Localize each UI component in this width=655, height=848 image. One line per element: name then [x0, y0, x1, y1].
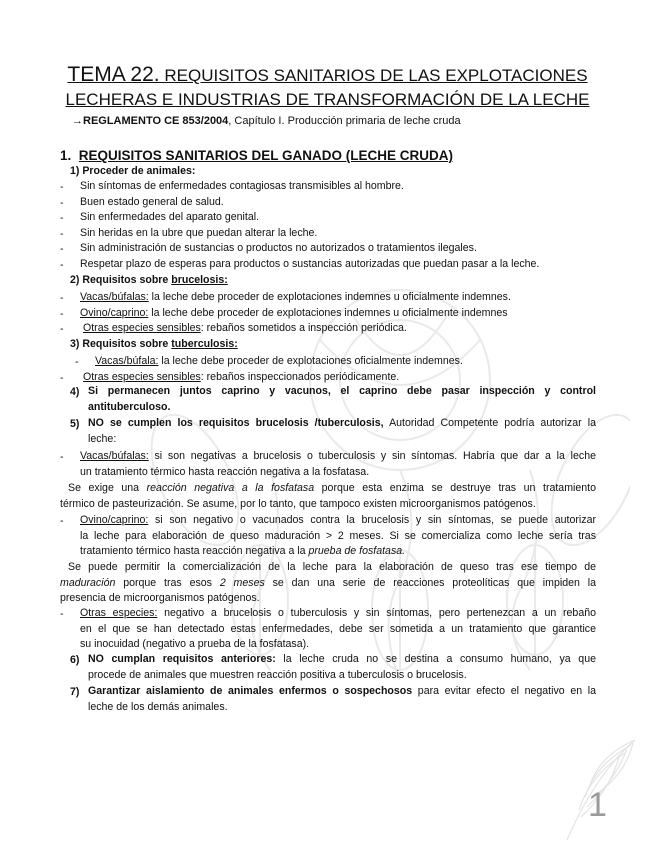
line-text: si son negativo o vacunados contra la brucelosis y sin síntomas, se puede autorizar: [148, 514, 596, 526]
line: [60, 576, 596, 592]
regulation-text: , Capítulo I. Producción primaria de leche cruda: [228, 115, 461, 127]
line: en el que se han detectado estas enfermedades, debe ser sometida a un tratamiento que garantice: [80, 622, 596, 635]
line-text: Autoridad Competente podría autorizar la: [383, 417, 596, 429]
bullet-dash: -: [60, 323, 64, 335]
subsection-1-label: 1) Proceder de animales:: [70, 165, 196, 177]
text: tratamiento térmico hasta reacción negativa a la: [80, 545, 309, 558]
line: Si permanecen juntos caprino y vacunos, el caprino debe pasar inspección y control: [88, 385, 596, 397]
item-text: la leche debe proceder de explotaciones oficialmente indemnes.: [158, 355, 463, 367]
italic-term: 2 meses: [219, 576, 265, 589]
text: porque tras esos: [115, 576, 220, 589]
bullet-dash: -: [60, 292, 64, 304]
bullet-dash: -: [60, 259, 64, 271]
line: [88, 416, 596, 432]
text: se dan una serie de reacciones proteolíticas que impiden la: [264, 576, 596, 589]
title-line-1-text: REQUISITOS SANITARIOS DE LAS EXPLOTACIONES: [164, 66, 588, 85]
list-item: Sin heridas en la ubre que puedan alterar la leche.: [80, 227, 318, 239]
list-item: Sin enfermedades del aparato genital.: [80, 211, 260, 223]
bold-phrase: Garantizar aislamiento de animales enfermos o sospechosos: [88, 685, 413, 697]
section-title: REQUISITOS SANITARIOS DEL GANADO (LECHE CRUDA): [78, 148, 454, 163]
subsection-5-number: 5): [70, 418, 80, 430]
document-title-line-1: [60, 63, 595, 87]
list-item: [80, 290, 511, 306]
item-term: Ovino/caprino:: [80, 514, 149, 526]
item-text: : rebaños inspeccionados periódicamente.: [200, 371, 400, 383]
line: antituberculoso.: [88, 400, 171, 413]
bullet-dash: -: [75, 356, 79, 368]
line: leche:: [88, 432, 117, 445]
bullet-dash: -: [60, 372, 64, 384]
line: térmico de pasteurización. Se asume, por lo tanto, que tampoco existen microorganismos patógenos.: [60, 497, 536, 510]
line: [88, 684, 596, 700]
subsection-6-text: [88, 652, 596, 683]
bullet-dash: -: [60, 608, 64, 620]
italic-term: maduración: [60, 576, 116, 589]
bullet-dash: -: [60, 243, 64, 255]
text: porque esta enzima se destruye tras un tratamiento: [314, 482, 596, 494]
bullet-dash: -: [60, 451, 64, 463]
page-number: 1: [588, 786, 607, 824]
subsection-5-text: [88, 416, 596, 447]
item-term: Otras especies sensibles: [83, 371, 201, 383]
item-term: Otras especies sensibles: [83, 322, 201, 334]
line: leche de los demás animales.: [88, 700, 228, 713]
line: Se puede permitir la comercialización de la leche para la elaboración de queso tras ese tiempo de: [68, 561, 596, 573]
list-item: Sin administración de sustancias o productos no autorizados o tratamientos ilegales.: [80, 242, 477, 254]
item-term: Otras especies:: [80, 607, 158, 619]
vacas-paragraph: [80, 449, 596, 480]
fosfatasa-paragraph: [60, 481, 596, 512]
ovino-paragraph: [80, 513, 596, 560]
item-text: la leche debe proceder de explotaciones indemnes u oficialmente indemnes: [148, 307, 508, 319]
item-term: Ovino/caprino:: [80, 307, 149, 319]
regulation-line: [72, 115, 461, 127]
line-text: la leche cruda no se destina a consumo humano, ya que: [275, 653, 596, 665]
label-prefix: 2) Requisitos sobre: [70, 274, 172, 286]
line: [88, 652, 596, 668]
bold-phrase: NO cumplan requisitos anteriores:: [88, 653, 276, 665]
italic-term: reacción negativa a la fosfatasa: [146, 482, 315, 494]
line: [80, 544, 596, 560]
item-term: Vacas/búfala:: [95, 355, 159, 367]
subsection-4-number: 4): [70, 386, 80, 398]
list-item: [80, 306, 508, 322]
bullet-dash: -: [60, 228, 64, 240]
document-title-line-2: LECHERAS E INDUSTRIAS DE TRANSFORMACIÓN DE LA LECHE: [65, 90, 590, 109]
item-text: la leche debe proceder de explotaciones indemnes u oficialmente indemnes.: [148, 291, 511, 303]
otras-especies-paragraph: [80, 606, 596, 653]
list-item: Sin síntomas de enfermedades contagiosas transmisibles al hombre.: [80, 180, 404, 192]
line: [80, 606, 596, 622]
section-heading: [60, 148, 453, 163]
list-item: Buen estado general de salud.: [80, 196, 224, 208]
line: presencia de microorganismos patógenos.: [60, 592, 260, 605]
item-text: : rebaños sometidos a inspección periódica.: [200, 322, 407, 334]
arrow-icon: →: [72, 115, 83, 127]
subsection-7-number: 7): [70, 686, 80, 698]
list-item: Respetar plazo de esperas para productos o sustancias autorizadas que puedan pasar a la leche.: [80, 258, 540, 270]
line: su inocuidad (negativo a prueba de la fosfatasa).: [80, 638, 310, 651]
label-keyword: brucelosis:: [171, 274, 228, 286]
list-item: [95, 354, 463, 370]
text: Se exige una: [68, 482, 147, 494]
line-text: negativo a brucelosis o tuberculosis y sin síntomas, pero pertenezcan a un rebaño: [157, 607, 596, 619]
label-prefix: 3) Requisitos sobre: [70, 338, 172, 350]
line: [60, 481, 596, 497]
maduracion-paragraph: [60, 560, 596, 607]
label-keyword: tuberculosis:: [171, 338, 238, 350]
italic-term: prueba de fosfatasa.: [308, 545, 406, 558]
line: [80, 513, 596, 529]
line: procede de animales que muestren reacción positiva a tuberculosis o brucelosis.: [88, 668, 467, 681]
bullet-dash: -: [60, 197, 64, 209]
bold-phrase: NO se cumplen los requisitos brucelosis /tuberculosis,: [88, 417, 384, 429]
subsection-4-text: [88, 384, 596, 415]
subsection-2-label: [70, 274, 228, 286]
bullet-dash: -: [60, 515, 64, 527]
line: [80, 449, 596, 465]
bullet-dash: -: [60, 212, 64, 224]
section-number: 1.: [60, 148, 72, 163]
subsection-6-number: 6): [70, 654, 80, 666]
bullet-dash: -: [60, 308, 64, 320]
list-item: [83, 321, 407, 337]
item-term: Vacas/búfalas:: [80, 291, 149, 303]
subsection-3-label: [70, 338, 238, 350]
bullet-dash: -: [60, 181, 64, 193]
item-term: Vacas/búfalas:: [80, 450, 149, 462]
line-text: si son negativas a brucelosis o tuberculosis y sin síntomas. Habría que dar a la leche: [148, 450, 596, 462]
line: la leche para elaboración de queso maduración > 2 meses. Si se comercializa como leche sería tras: [80, 529, 596, 542]
subsection-7-text: [88, 684, 596, 715]
topic-number: TEMA 22.: [67, 63, 160, 86]
line-text: para evitar efecto el negativo en la: [412, 685, 596, 697]
regulation-name: REGLAMENTO CE 853/2004: [83, 115, 229, 127]
line: un tratamiento térmico hasta reacción negativa a la fosfatasa.: [80, 465, 370, 478]
